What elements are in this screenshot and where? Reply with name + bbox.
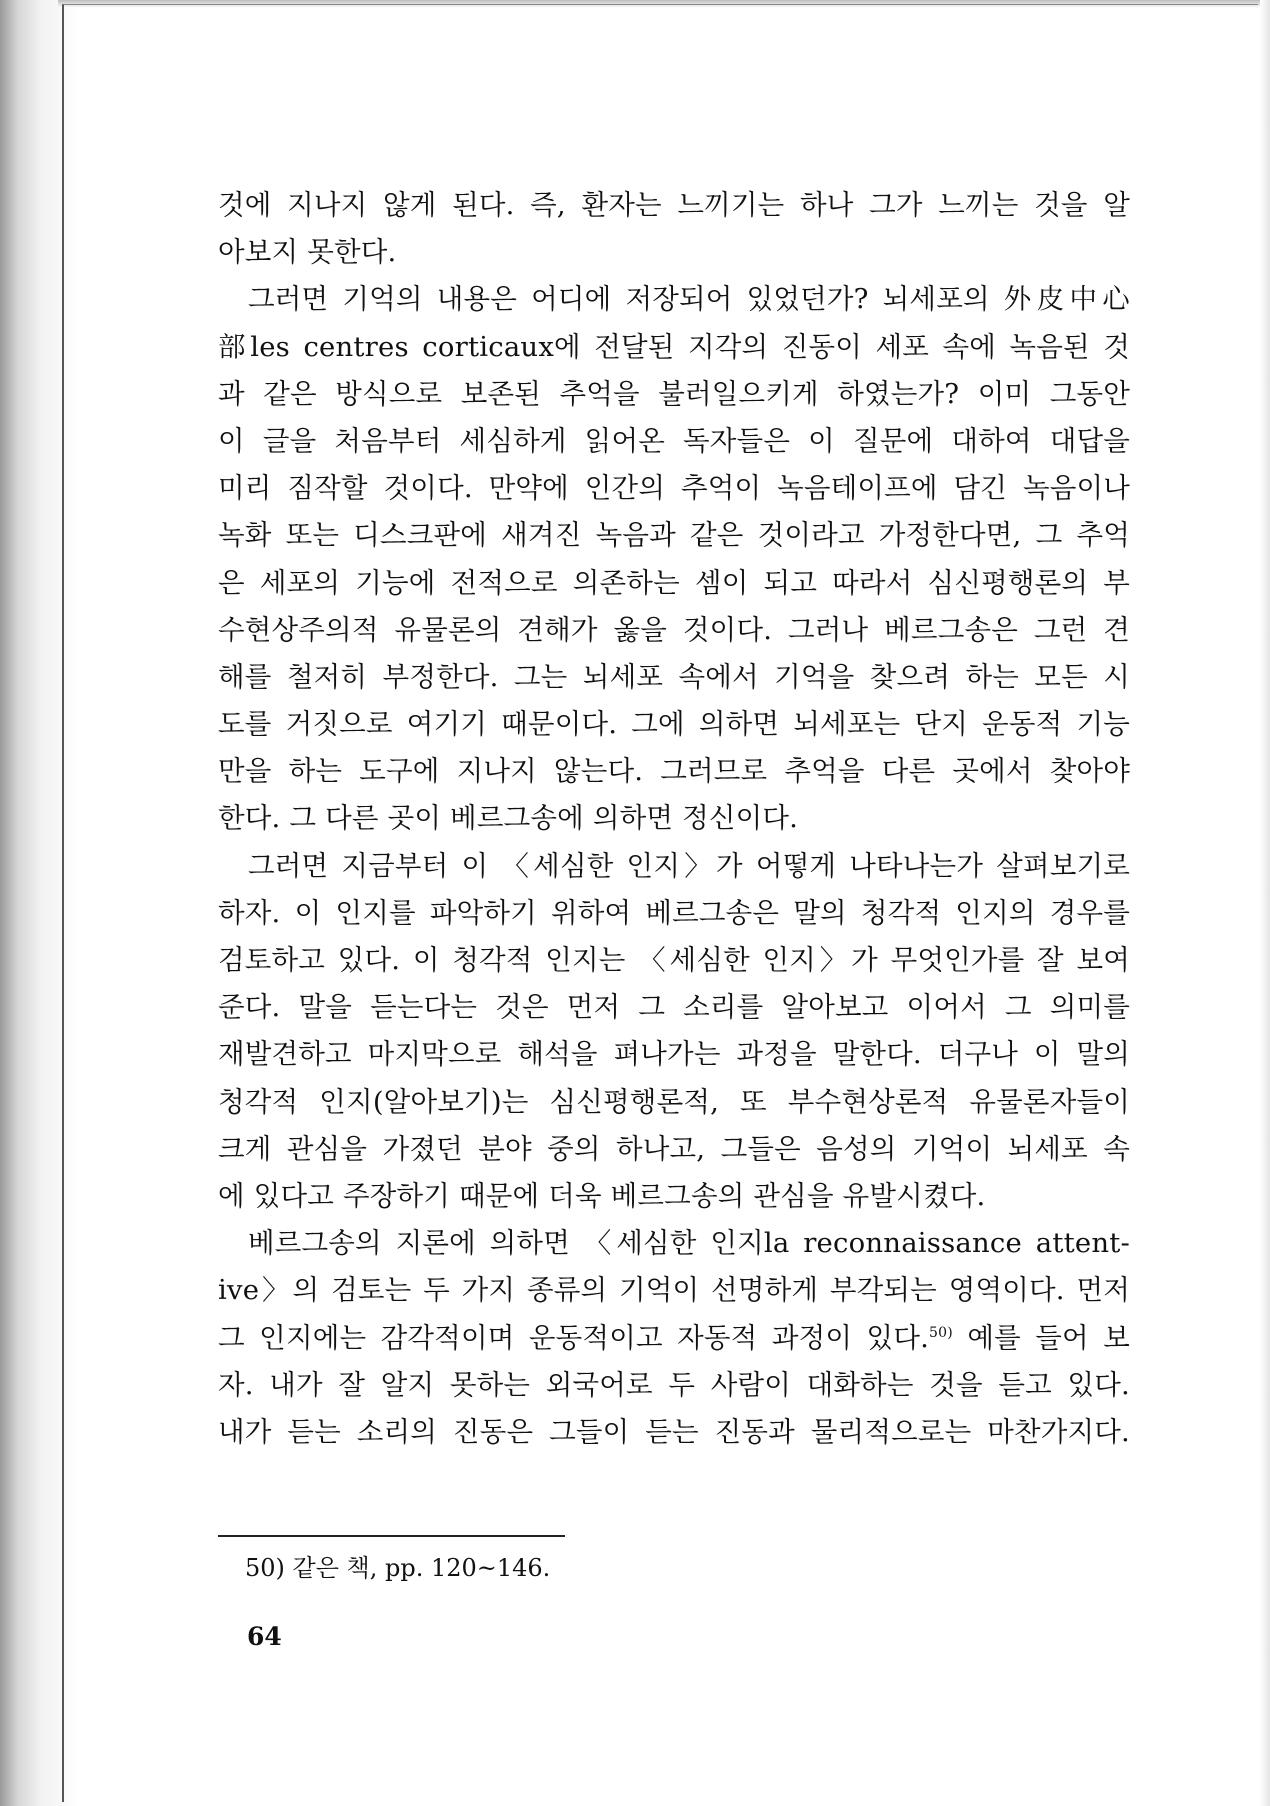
text-line: 한다. 그 다른 곳이 베르그송에 의하면 정신이다.: [218, 802, 799, 835]
footnote: 50) 같은 책, pp. 120~146.: [245, 1554, 551, 1582]
text-line: 수현상주의적 유물론의 견해가 옳을 것이다. 그러나 베르그송은 그런 견: [218, 613, 1130, 646]
text-line: 도를 거짓으로 여기기 때문이다. 그에 의하면 뇌세포는 단지 운동적 기능: [218, 708, 1130, 741]
text-line: 만을 하는 도구에 지나지 않는다. 그러므로 추억을 다른 곳에서 찾아야: [218, 755, 1130, 788]
text-line: 베르그송의 지론에 의하면 〈세심한 인지la reconnaissance attent-: [248, 1227, 1130, 1260]
text-line: 아보지 못한다.: [218, 236, 397, 269]
text-line: 내가 듣는 소리의 진동은 그들이 듣는 진동과 물리적으로는 마찬가지다.: [218, 1415, 1130, 1448]
text-line: 은 세포의 기능에 전적으로 의존하는 셈이 되고 따라서 심신평행론의 부: [218, 566, 1130, 599]
text-line: 그러면 지금부터 이 〈세심한 인지〉가 어떻게 나타나는가 살펴보기로: [248, 849, 1130, 882]
text-line: 이 글을 처음부터 세심하게 읽어온 독자들은 이 질문에 대하여 대답을: [218, 424, 1130, 457]
footnote-reference: 50): [929, 1324, 953, 1341]
text-line: 자. 내가 잘 알지 못하는 외국어로 두 사람이 대화하는 것을 듣고 있다.: [218, 1368, 1130, 1401]
text-line: 재발견하고 마지막으로 해석을 펴나가는 과정을 말한다. 더구나 이 말의: [218, 1038, 1130, 1071]
page-right-edge: [1260, 0, 1270, 1806]
text-line-main: 그 인지에는 감각적이며 운동적이고 자동적 과정이 있다.: [218, 1321, 930, 1354]
footnote-divider: [218, 1535, 565, 1537]
text-line: 것에 지나지 않게 된다. 즉, 환자는 느끼기는 하나 그가 느끼는 것을 알: [218, 189, 1130, 221]
text-line: 녹화 또는 디스크판에 새겨진 녹음과 같은 것이라고 가정한다면, 그 추억: [218, 519, 1130, 552]
text-line: 크게 관심을 가졌던 분야 중의 하나고, 그들은 음성의 기억이 뇌세포 속: [218, 1132, 1130, 1165]
text-line: 검토하고 있다. 이 청각적 인지는 〈세심한 인지〉가 무엇인가를 잘 보여: [218, 944, 1130, 976]
text-line: 해를 철저히 부정한다. 그는 뇌세포 속에서 기억을 찾으려 하는 모든 시: [218, 660, 1130, 693]
text-line-continuation: 예를 들어 보: [952, 1321, 1130, 1354]
text-line: 그러면 기억의 내용은 어디에 저장되어 있었던가? 뇌세포의 外皮中心: [248, 283, 1130, 316]
text-line: 에 있다고 주장하기 때문에 더욱 베르그송의 관심을 유발시켰다.: [218, 1179, 986, 1212]
text-line: 과 같은 방식으로 보존된 추억을 불러일으키게 하였는가? 이미 그동안: [218, 377, 1130, 410]
text-line: ive〉의 검토는 두 가지 종류의 기억이 선명하게 부각되는 영역이다. 먼저: [218, 1274, 1130, 1307]
text-line: 미리 짐작할 것이다. 만약에 인간의 추억이 녹음테이프에 담긴 녹음이나: [218, 472, 1130, 505]
body-text: [218, 182, 1130, 1456]
text-line: 청각적 인지(알아보기)는 심신평행론적, 또 부수현상론적 유물론자들이: [218, 1085, 1130, 1118]
text-line: 하자. 이 인지를 파악하기 위하여 베르그송은 말의 청각적 인지의 경우를: [218, 896, 1130, 929]
text-line-with-footnote-ref: [218, 1315, 1130, 1362]
page-number: 64: [247, 1622, 282, 1651]
text-line: 준다. 말을 듣는다는 것은 먼저 그 소리를 알아보고 이어서 그 의미를: [218, 991, 1130, 1024]
text-line: 部les centres corticaux에 전달된 지각의 진동이 세포 속에 녹음된 것: [218, 330, 1130, 363]
